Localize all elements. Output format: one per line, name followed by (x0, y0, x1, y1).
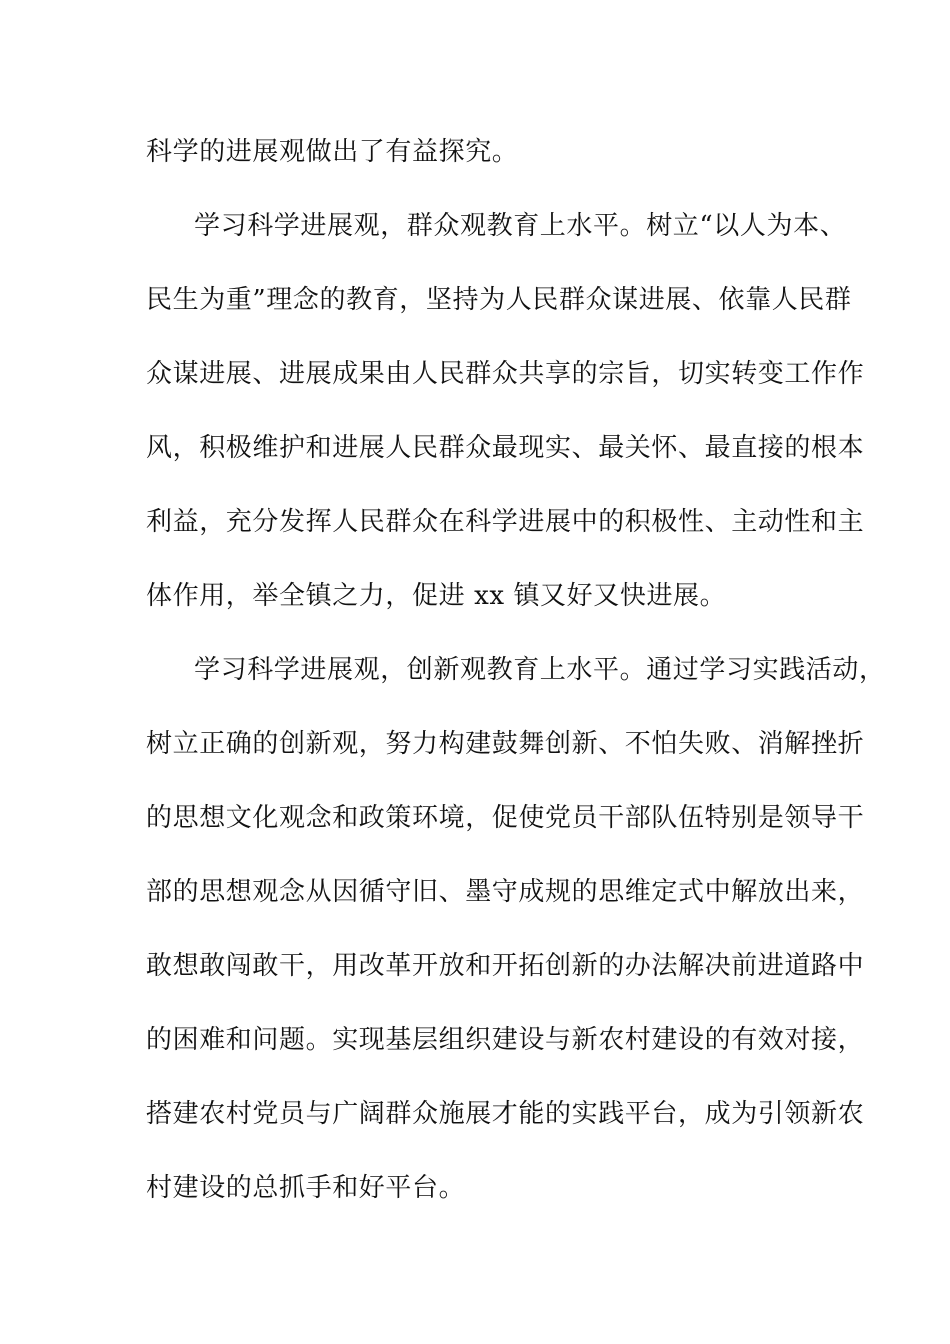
paragraph-start-line: 学习科学进展观，群众观教育上水平。树立“以人为本、 (194, 211, 847, 241)
text-line: 部的思想观念从因循守旧、墨守成规的思维定式中解放出来， (146, 877, 865, 907)
text-line: 的思想文化观念和政策环境，促使党员干部队伍特别是领导干 (146, 803, 865, 833)
text-line: 风，积极维护和进展人民群众最现实、最关怀、最直接的根本 (146, 433, 865, 463)
text-line: 科学的进展观做出了有益探究。 (146, 137, 519, 167)
text-line: 的困难和问题。实现基层组织建设与新农村建设的有效对接， (146, 1025, 865, 1055)
text-line: 体作用，举全镇之力，促进 xx 镇又好又快进展。 (146, 581, 727, 611)
text-line: 敢想敢闯敢干，用改革开放和开拓创新的办法解决前进道路中 (146, 951, 865, 981)
text-line: 众谋进展、进展成果由人民群众共享的宗旨，切实转变工作作 (146, 359, 865, 389)
paragraph-start-line: 学习科学进展观，创新观教育上水平。通过学习实践活动， (194, 655, 886, 685)
text-line: 村建设的总抓手和好平台。 (146, 1173, 466, 1203)
text-line: 搭建农村党员与广阔群众施展才能的实践平台，成为引领新农 (146, 1099, 865, 1129)
text-line: 利益，充分发挥人民群众在科学进展中的积极性、主动性和主 (146, 507, 865, 537)
text-line: 树立正确的创新观，努力构建鼓舞创新、不怕失败、消解挫折 (146, 729, 865, 759)
text-line: 民生为重”理念的教育，坚持为人民群众谋进展、依靠人民群 (146, 285, 852, 315)
